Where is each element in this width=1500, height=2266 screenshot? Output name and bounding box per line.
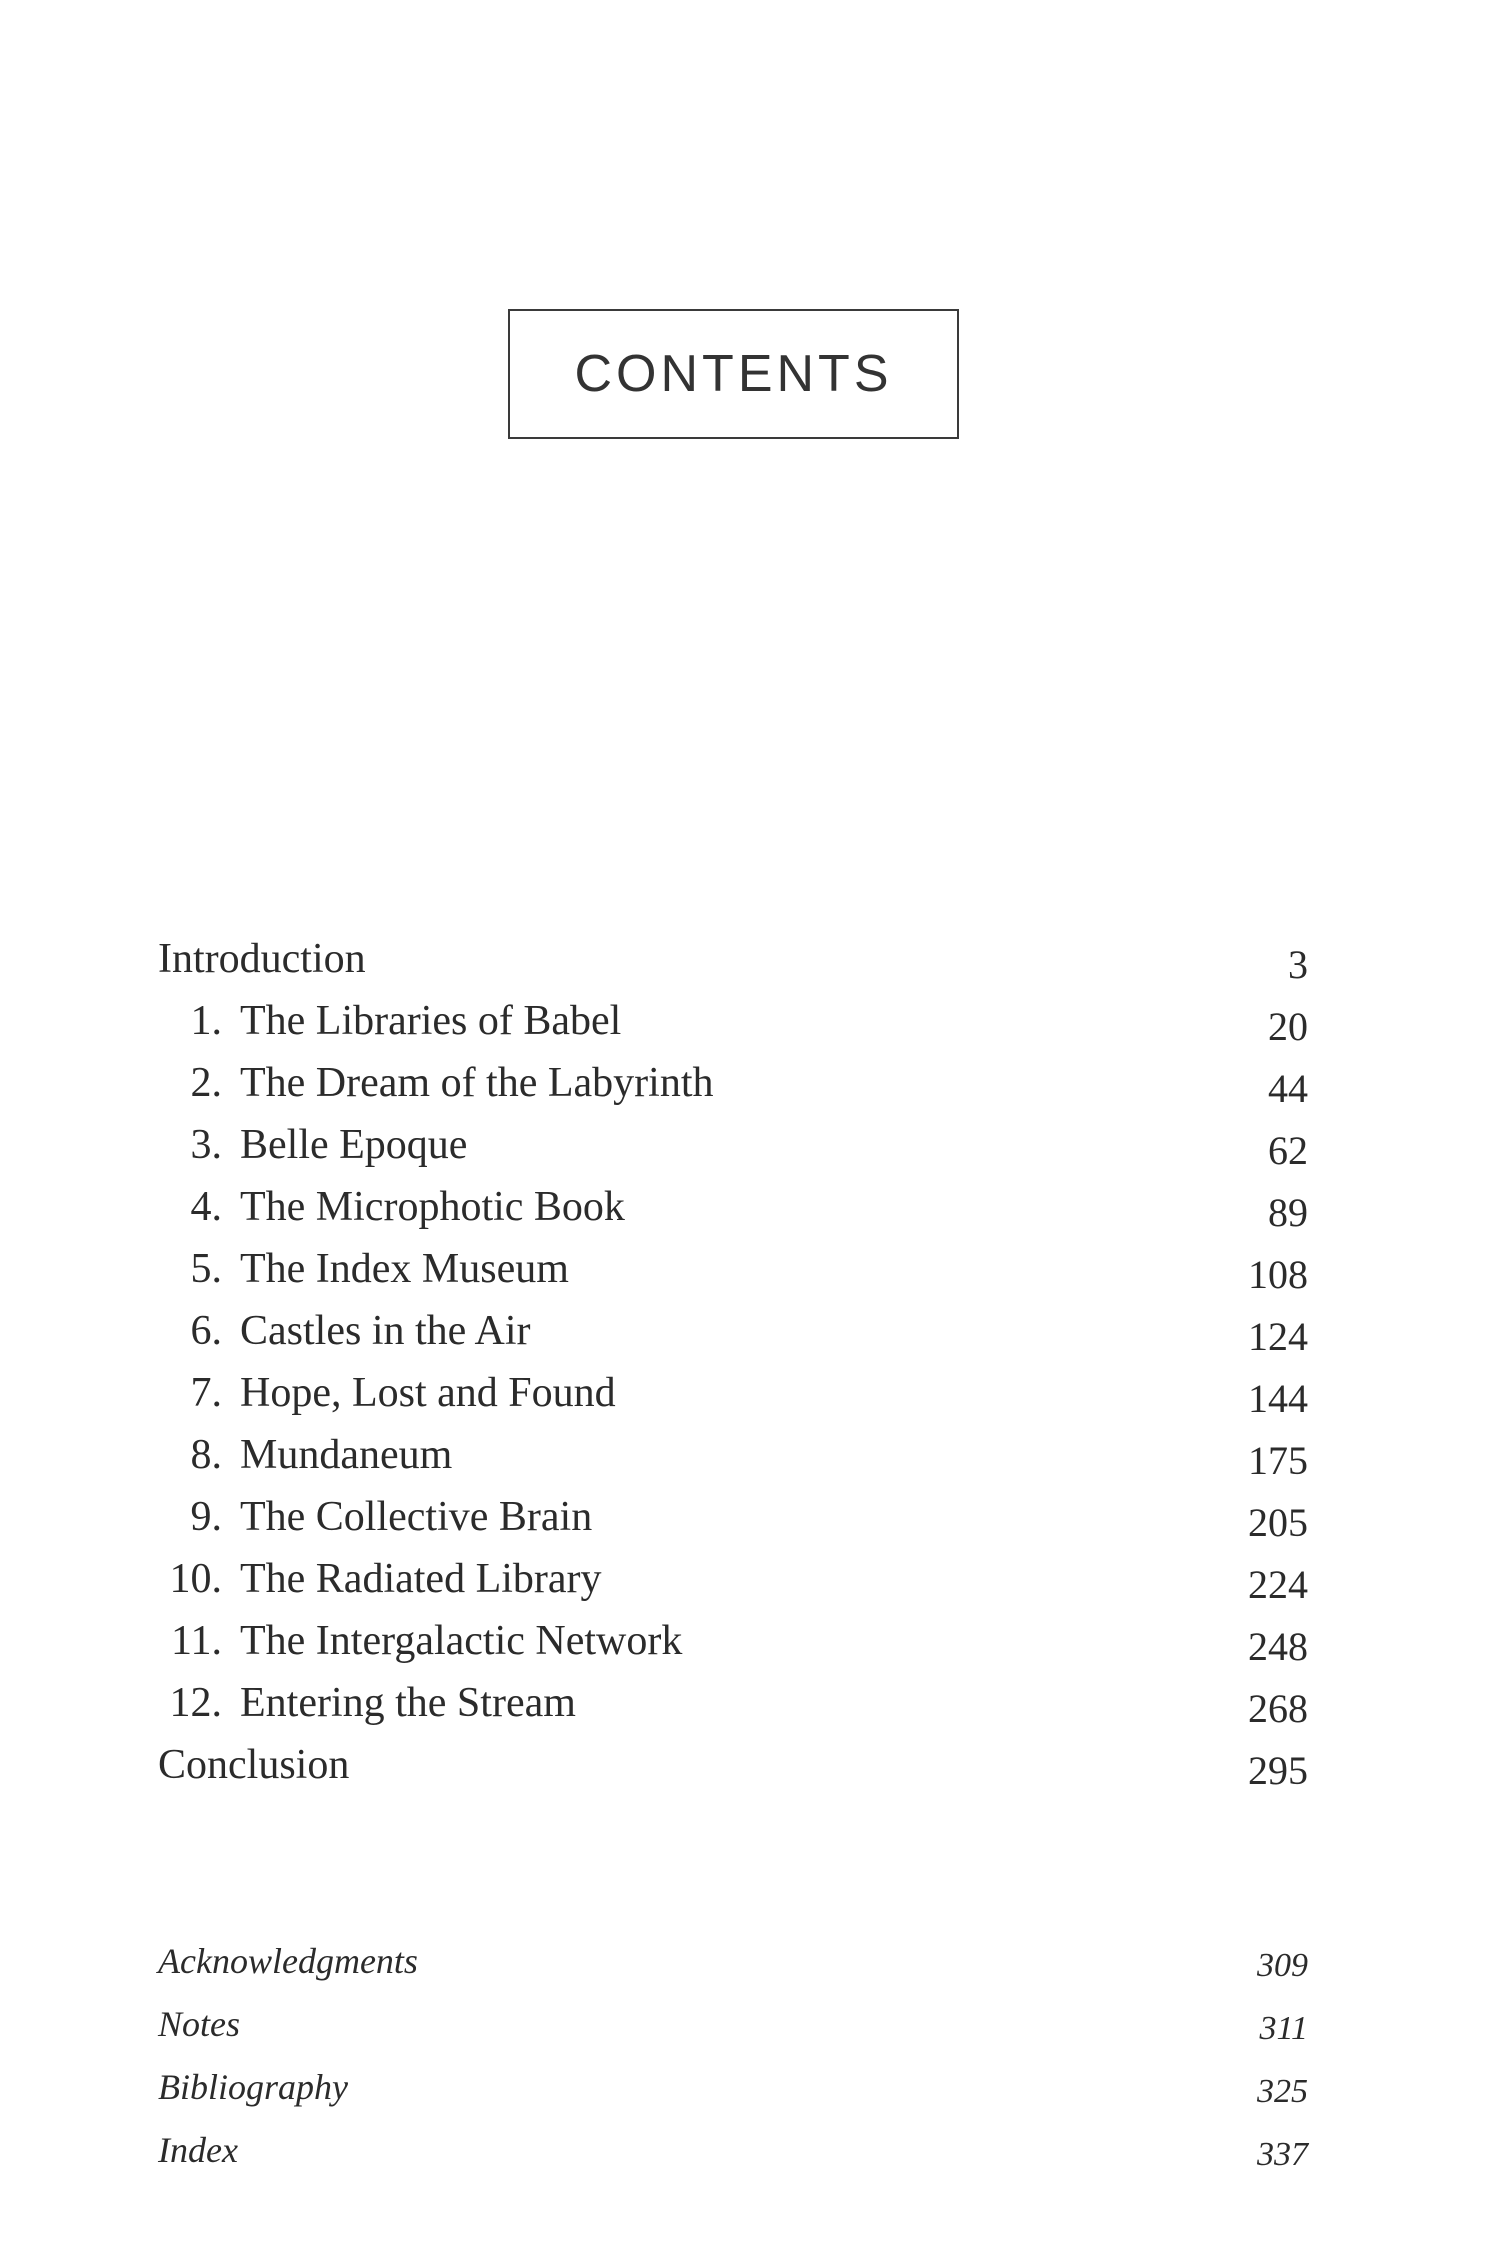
toc-entry-acknowledgments	[158, 1930, 1308, 1993]
toc-entry-page: 224	[1248, 1562, 1308, 1607]
toc-entry-page: 337	[1257, 2136, 1308, 2173]
toc-entry-chapter-11	[158, 1610, 1308, 1672]
contents-heading: CONTENTS	[574, 345, 893, 403]
toc-entry-page: 175	[1248, 1438, 1308, 1483]
toc-entry-chapter-8	[158, 1424, 1308, 1486]
toc-entry-title: Entering the Stream	[240, 1680, 576, 1726]
toc-entry-chapter-5	[158, 1238, 1308, 1300]
toc-entry-chapter-12	[158, 1672, 1308, 1734]
toc-entry-chapter-1	[158, 990, 1308, 1052]
toc-entry-title: Mundaneum	[240, 1432, 453, 1478]
toc-entry-page: 20	[1268, 1004, 1308, 1049]
toc-entry-title: The Intergalactic Network	[240, 1618, 683, 1664]
toc-entry-title: Acknowledgments	[158, 1941, 418, 1981]
toc-entry-chapter-9	[158, 1486, 1308, 1548]
toc-entry-page: 62	[1268, 1128, 1308, 1173]
toc-entry-title: Index	[158, 2130, 238, 2170]
toc-entry-title: Belle Epoque	[240, 1122, 468, 1168]
toc-entry-page: 268	[1248, 1686, 1308, 1731]
toc-entry-page: 311	[1259, 2010, 1308, 2047]
toc-entry-title: Conclusion	[158, 1742, 350, 1788]
toc-entry-title: Castles in the Air	[240, 1308, 531, 1354]
toc-entry-number: 10.	[169, 1556, 222, 1602]
toc-entry-number: 11.	[171, 1618, 222, 1664]
toc-entry-page: 295	[1248, 1748, 1308, 1793]
toc-entry-number: 7.	[190, 1370, 222, 1416]
toc-entry-number: 12.	[169, 1680, 222, 1726]
toc-entry-title: The Collective Brain	[240, 1494, 593, 1540]
toc-entry-page: 248	[1248, 1624, 1308, 1669]
toc-entry-bibliography	[158, 2056, 1308, 2119]
toc-entry-title: Introduction	[158, 936, 366, 982]
toc-entry-page: 89	[1268, 1190, 1308, 1235]
toc-entry-title: Hope, Lost and Found	[240, 1370, 616, 1416]
toc-entry-index	[158, 2119, 1308, 2182]
toc-entry-number: 5.	[190, 1246, 222, 1292]
toc-entry-number: 3.	[190, 1122, 222, 1168]
toc-entry-number: 6.	[190, 1308, 222, 1354]
toc-entry-number: 2.	[190, 1060, 222, 1106]
toc-entry-chapter-7	[158, 1362, 1308, 1424]
toc-entry-title: The Libraries of Babel	[240, 998, 622, 1044]
toc-entry-chapter-10	[158, 1548, 1308, 1610]
contents-heading-box	[508, 309, 959, 439]
toc-entry-title: The Microphotic Book	[240, 1184, 625, 1230]
toc-entry-title: The Index Museum	[240, 1246, 569, 1292]
toc-entry-page: 144	[1248, 1376, 1308, 1421]
toc-entry-chapter-4	[158, 1176, 1308, 1238]
toc-entry-page: 124	[1248, 1314, 1308, 1359]
toc-entry-page: 205	[1248, 1500, 1308, 1545]
toc-entry-page: 309	[1257, 1947, 1308, 1984]
toc-entry-number: 8.	[190, 1432, 222, 1478]
toc-entry-chapter-6	[158, 1300, 1308, 1362]
toc-entry-title: The Radiated Library	[240, 1556, 602, 1602]
toc-entry-page: 325	[1257, 2073, 1308, 2110]
toc-entry-conclusion	[158, 1734, 1308, 1796]
toc-entry-introduction	[158, 928, 1308, 990]
toc-entry-page: 44	[1268, 1066, 1308, 1111]
toc-entry-number: 9.	[190, 1494, 222, 1540]
toc-entry-chapter-3	[158, 1114, 1308, 1176]
toc-back-matter-list	[158, 1930, 1308, 2182]
toc-entry-title: Bibliography	[158, 2067, 348, 2107]
toc-entry-chapter-2	[158, 1052, 1308, 1114]
toc-entry-page: 3	[1288, 942, 1308, 987]
toc-entry-notes	[158, 1993, 1308, 2056]
toc-entry-number: 4.	[190, 1184, 222, 1230]
toc-entry-title: Notes	[158, 2004, 241, 2044]
toc-entry-page: 108	[1248, 1252, 1308, 1297]
toc-main-list	[158, 928, 1308, 1796]
toc-entry-number: 1.	[190, 998, 222, 1044]
toc-entry-title: The Dream of the Labyrinth	[240, 1060, 714, 1106]
